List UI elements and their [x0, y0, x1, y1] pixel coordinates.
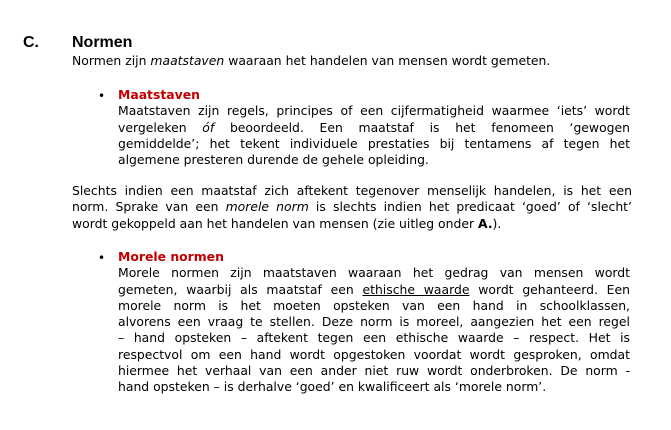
bullet-morele-normen: •	[98, 251, 106, 265]
morele-normen-line: morele norm is het moeten opsteken van een hand in schoolklassen,	[118, 297, 630, 313]
ethische-waarde-underlined: ethische waarde	[362, 281, 470, 297]
maatstaven-line: Maatstaven zijn regels, principes of een cijfermatigheid waarmee ‘iets’ wordt	[118, 103, 630, 119]
morele-normen-line: respectvol om een hand wordt opgestoken voordat wordt gesproken, omdat	[118, 346, 630, 362]
morele-normen-line: – hand opsteken – aftekent tegen een ethische waarde – respect. Het is	[118, 330, 630, 346]
morele-normen-line: Morele normen zijn maatstaven waaraan het gedrag van mensen wordt	[118, 265, 630, 281]
morele-normen-line: alvorens een vraag te stellen. Deze norm is moreel, aangezien het een regel	[118, 314, 630, 330]
paragraph-emphasis: morele norm	[225, 199, 309, 215]
paragraph-line: wordt gekoppeld aan het handelen van mensen (zie uitleg onder A.).	[72, 215, 502, 231]
maatstaven-emphasis: óf	[202, 119, 215, 135]
maatstaven-line: gemiddelde’; het tekent individuele prestaties bij tentamens af tegen het	[118, 135, 630, 151]
section-title: Normen	[72, 34, 133, 51]
paragraph-line: Slechts indien een maatstaf zich aftekent tegenover menselijk handelen, is het een	[72, 183, 632, 198]
intro-text-start: Normen zijn	[72, 53, 151, 68]
maatstaven-heading: Maatstaven	[118, 87, 200, 102]
section-letter: C.	[23, 34, 39, 51]
item-maatstaven	[118, 87, 630, 168]
morele-normen-heading: Morele normen	[118, 249, 224, 264]
paragraph-morele-norm	[72, 183, 632, 232]
paragraph-bold-ref: A.	[478, 215, 493, 231]
paragraph-line: norm. Sprake van een morele norm is slechts indien het predicaat ‘goed’ of ‘slecht’	[72, 199, 632, 215]
maatstaven-line: vergeleken óf beoordeeld. Een maatstaf is het fenomeen ‘gewogen	[118, 119, 630, 135]
section-intro	[72, 53, 632, 69]
morele-normen-line: hand opsteken – is derhalve ‘goed’ en kwalificeert als ‘morele norm’.	[118, 379, 547, 395]
intro-text-end: waaraan het handelen van mensen wordt gemeten.	[224, 53, 551, 68]
morele-normen-line: hiermee het verhaal van een ander niet ruw wordt onderbroken. De norm -	[118, 363, 630, 379]
morele-normen-line: gemeten, waarbij als maatstaf een ethische waarde wordt gehanteerd. Een	[118, 281, 630, 297]
intro-emphasis: maatstaven	[150, 53, 225, 68]
bullet-maatstaven: •	[98, 89, 106, 103]
item-morele-normen	[118, 249, 630, 396]
maatstaven-line: algemene presteren durende de gehele opleiding.	[118, 152, 429, 168]
